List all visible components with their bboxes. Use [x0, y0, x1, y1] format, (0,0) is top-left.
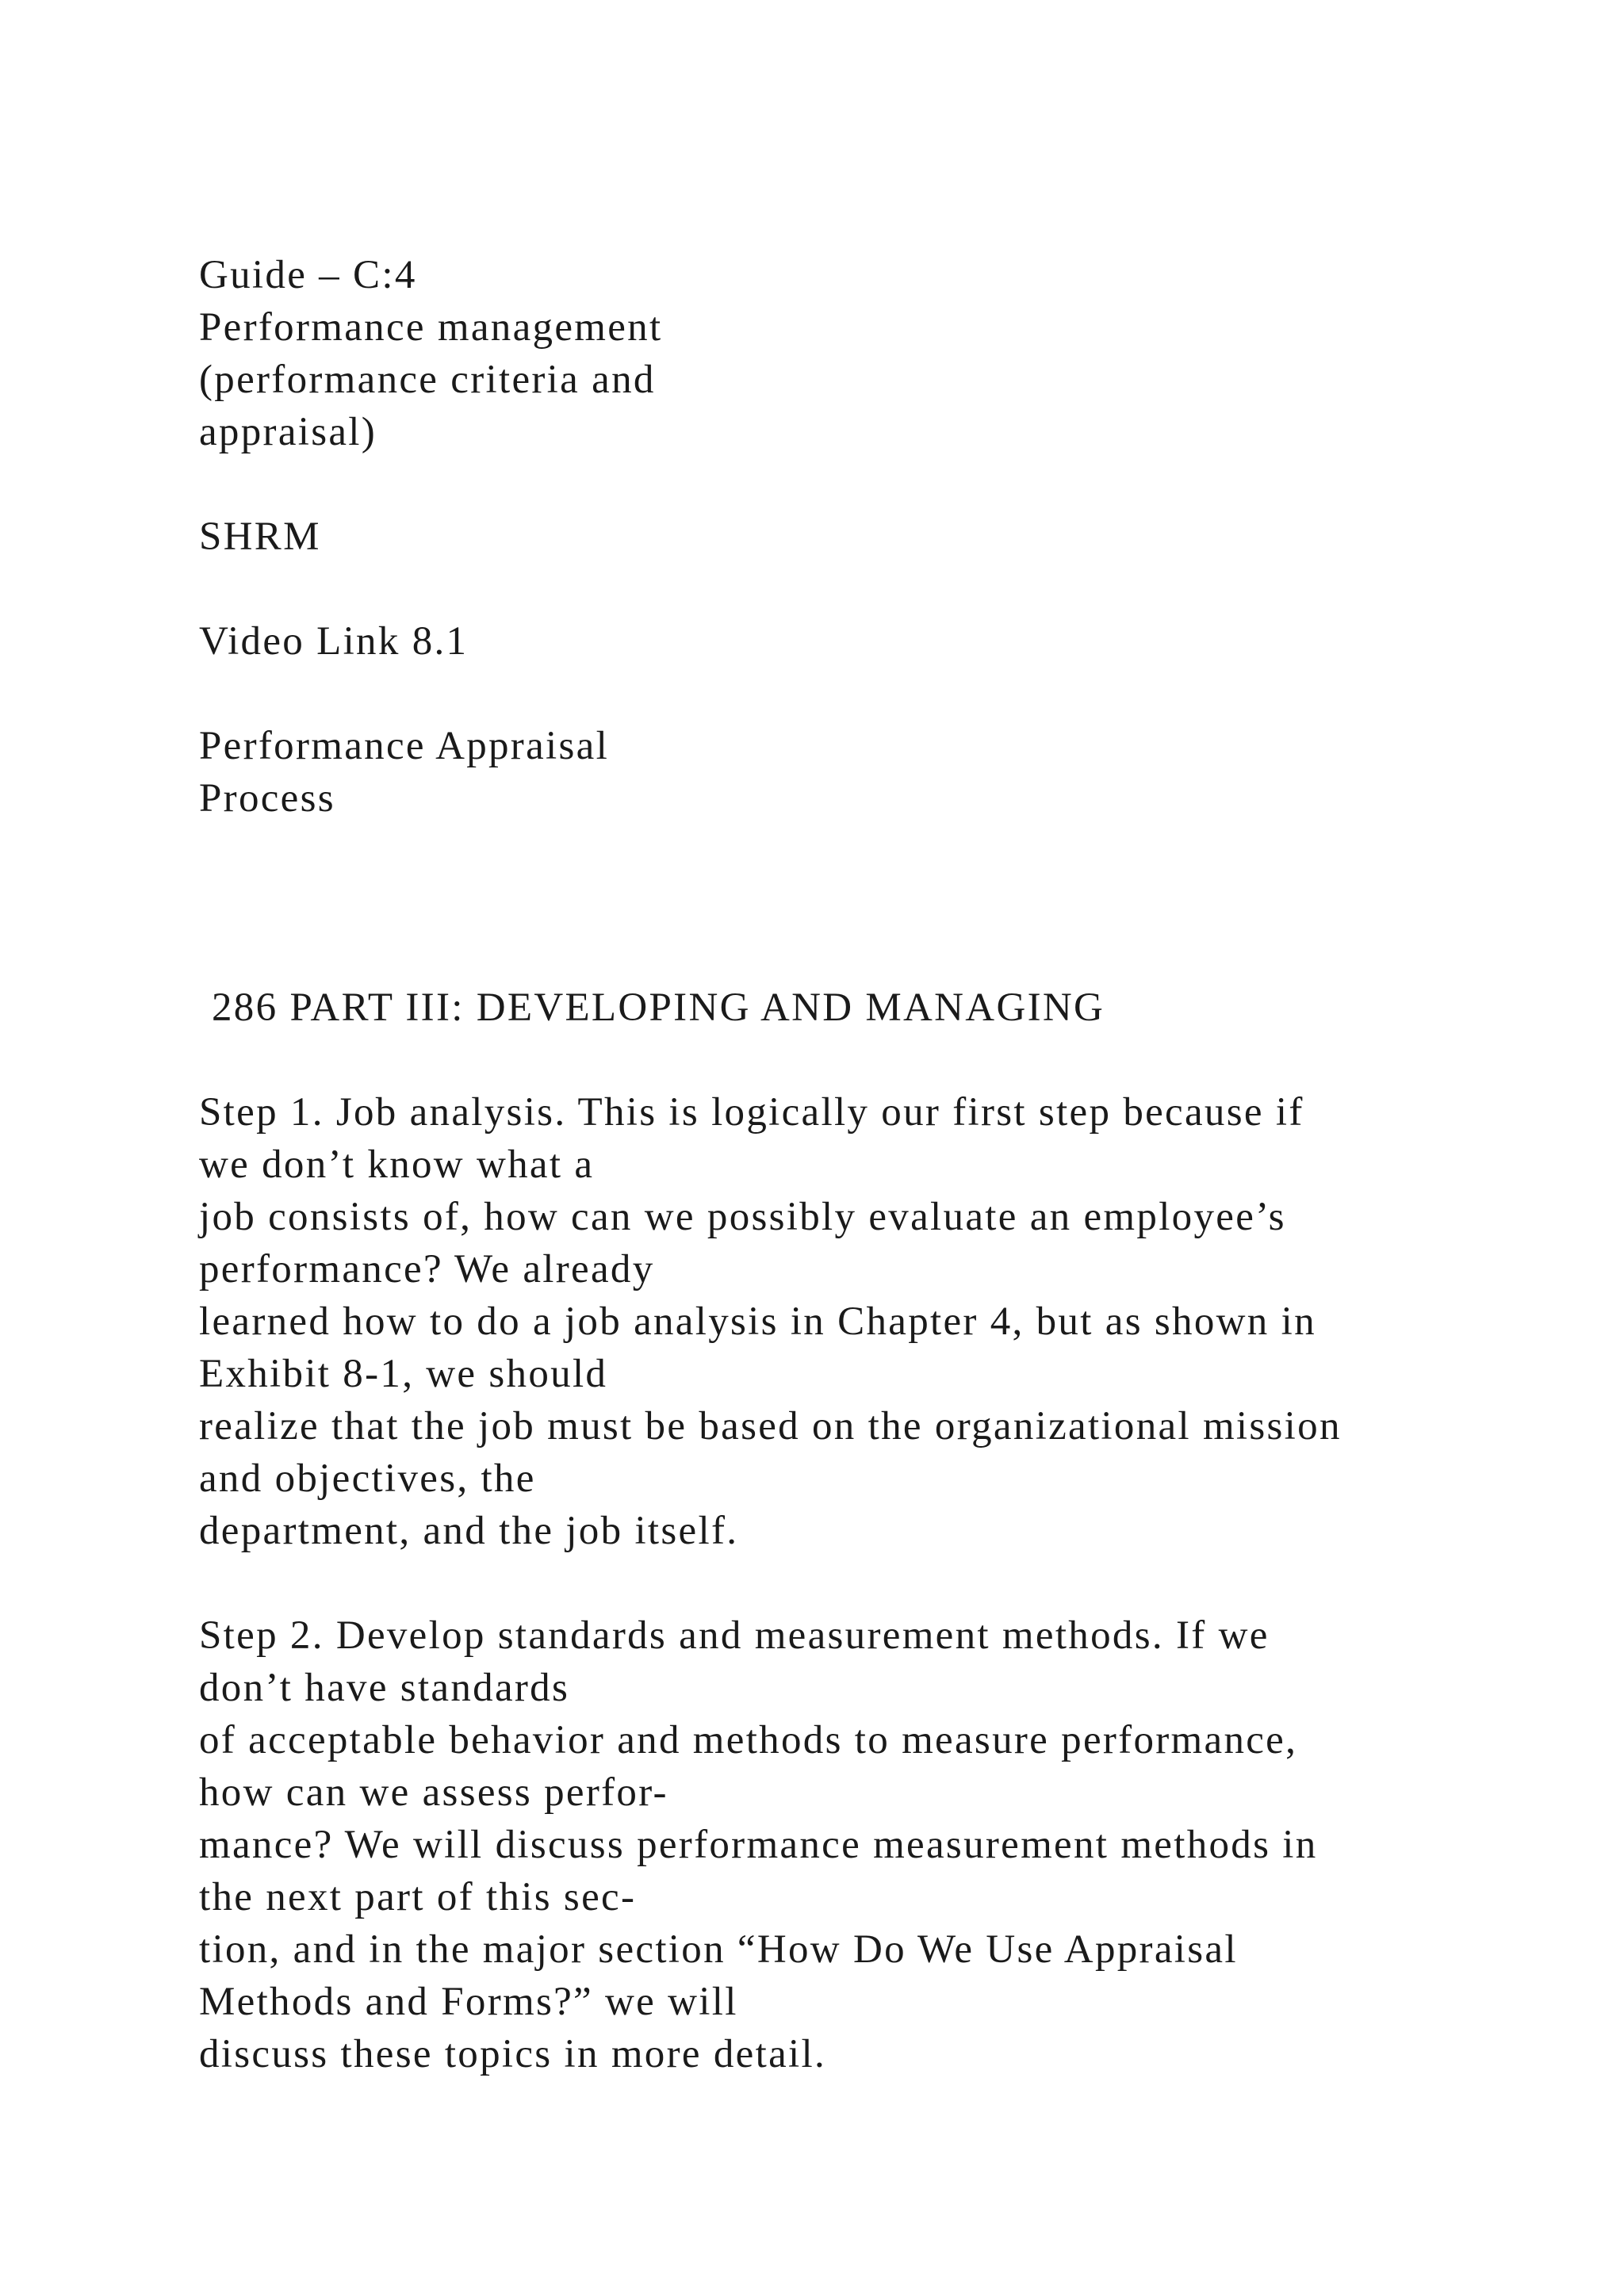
- spacer: [199, 563, 1547, 615]
- paragraph-line: department, and the job itself.: [199, 1509, 739, 1553]
- step-1-paragraph: [199, 1086, 1547, 1557]
- paragraph-line: Methods and Forms?” we will: [199, 1980, 738, 2024]
- guide-header-line: Guide – C:4: [199, 253, 417, 297]
- paragraph-line: learned how to do a job analysis in Chapter 4, but as shown in: [199, 1299, 1316, 1344]
- source-label: SHRM: [199, 515, 321, 559]
- section-title-line: Performance Appraisal: [199, 724, 610, 768]
- section-title: [199, 720, 1547, 825]
- paragraph-line: Step 2. Develop standards and measurement methods. If we: [199, 1613, 1270, 1658]
- paragraph-line: tion, and in the major section “How Do We Use Appraisal: [199, 1927, 1238, 1972]
- spacer: [199, 1557, 1547, 1609]
- spacer: [199, 825, 1547, 982]
- paragraph-line: mance? We will discuss performance measurement methods in: [199, 1823, 1318, 1867]
- paragraph-line: Step 1. Job analysis. This is logically our first step because if: [199, 1090, 1304, 1135]
- spacer: [199, 668, 1547, 720]
- paragraph-line: performance? We already: [199, 1247, 655, 1292]
- paragraph-line: don’t have standards: [199, 1666, 570, 1710]
- running-header: 286 PART III: DEVELOPING AND MANAGING: [212, 985, 1105, 1030]
- paragraph-line: realize that the job must be based on the organizational mission: [199, 1404, 1342, 1448]
- paragraph-line: Exhibit 8-1, we should: [199, 1352, 608, 1396]
- video-link: Video Link 8.1: [199, 619, 469, 664]
- paragraph-line: and objectives, the: [199, 1456, 536, 1501]
- paragraph-line: we don’t know what a: [199, 1142, 595, 1187]
- paragraph-line: job consists of, how can we possibly evaluate an employee’s: [199, 1195, 1286, 1239]
- paragraph-line: how can we assess perfor-: [199, 1770, 668, 1815]
- section-title-line: Process: [199, 776, 335, 821]
- paragraph-line: discuss these topics in more detail.: [199, 2032, 826, 2076]
- paragraph-line: the next part of this sec-: [199, 1875, 637, 1919]
- document-body: [199, 249, 1547, 2080]
- paragraph-line: of acceptable behavior and methods to measure performance,: [199, 1718, 1298, 1762]
- step-2-paragraph: [199, 1609, 1547, 2080]
- guide-header-line: (performance criteria and: [199, 358, 656, 402]
- guide-header-line: appraisal): [199, 410, 377, 454]
- spacer: [199, 1034, 1547, 1086]
- guide-header-line: Performance management: [199, 305, 663, 350]
- spacer: [199, 458, 1547, 511]
- guide-header: [199, 249, 1547, 458]
